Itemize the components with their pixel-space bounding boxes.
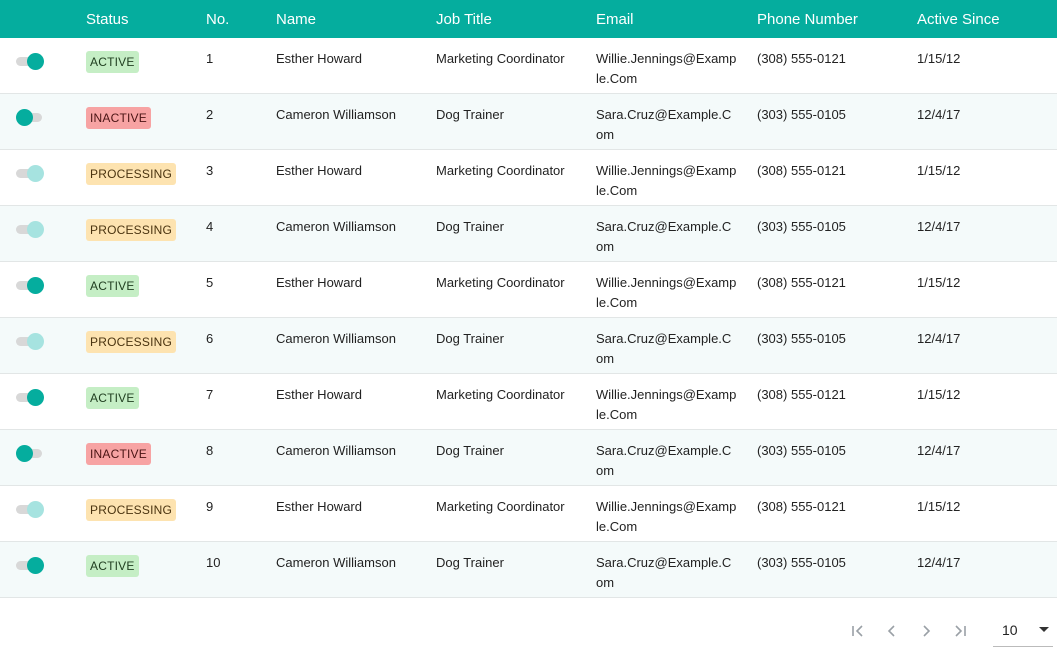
- status-badge: ACTIVE: [86, 555, 139, 577]
- row-name: Esther Howard: [276, 51, 362, 66]
- row-phone: (303) 555-0105: [757, 443, 846, 458]
- row-phone: (303) 555-0105: [757, 331, 846, 346]
- header-phone[interactable]: Phone Number: [757, 11, 858, 28]
- row-active-since: 1/15/12: [917, 499, 961, 514]
- row-phone: (308) 555-0121: [757, 387, 846, 402]
- row-name: Cameron Williamson: [276, 331, 396, 346]
- table-row[interactable]: [0, 374, 1057, 430]
- row-number: 6: [206, 331, 214, 346]
- row-email: Sara.Cruz@Example.Com: [596, 107, 732, 142]
- pagination: [0, 598, 1057, 650]
- row-name: Cameron Williamson: [276, 555, 396, 570]
- row-number: 1: [206, 51, 214, 66]
- table-row[interactable]: [0, 206, 1057, 262]
- toggle-knob: [27, 53, 44, 70]
- row-number: 4: [206, 219, 214, 234]
- row-name: Esther Howard: [276, 163, 362, 178]
- toggle-knob: [27, 277, 44, 294]
- row-phone: (308) 555-0121: [757, 51, 846, 66]
- table-row[interactable]: [0, 430, 1057, 486]
- row-number: 9: [206, 499, 214, 514]
- row-active-since: 1/15/12: [917, 163, 961, 178]
- status-badge: INACTIVE: [86, 443, 151, 465]
- row-email: Willie.Jennings@Example.Com: [596, 499, 737, 534]
- table-header: [0, 0, 1057, 38]
- row-email: Sara.Cruz@Example.Com: [596, 331, 732, 366]
- next-page-icon[interactable]: [915, 620, 937, 642]
- row-number: 7: [206, 387, 214, 402]
- status-toggle[interactable]: [16, 445, 44, 461]
- toggle-knob: [27, 557, 44, 574]
- row-name: Esther Howard: [276, 275, 362, 290]
- row-job-title: Marketing Coordinator: [436, 163, 565, 178]
- row-number: 3: [206, 163, 214, 178]
- row-job-title: Dog Trainer: [436, 443, 504, 458]
- row-active-since: 1/15/12: [917, 387, 961, 402]
- header-name[interactable]: Name: [276, 11, 317, 28]
- row-job-title: Dog Trainer: [436, 219, 504, 234]
- row-phone: (303) 555-0105: [757, 555, 846, 570]
- row-job-title: Marketing Coordinator: [436, 387, 565, 402]
- row-name: Esther Howard: [276, 387, 362, 402]
- row-job-title: Dog Trainer: [436, 107, 504, 122]
- status-toggle[interactable]: [16, 557, 44, 573]
- status-toggle[interactable]: [16, 165, 44, 181]
- chevron-down-icon[interactable]: [1039, 627, 1049, 632]
- page-size-underline: [993, 646, 1053, 647]
- row-active-since: 1/15/12: [917, 51, 961, 66]
- table-row[interactable]: [0, 38, 1057, 94]
- last-page-icon[interactable]: [949, 620, 971, 642]
- page-size-select[interactable]: 10: [1002, 622, 1018, 638]
- row-name: Cameron Williamson: [276, 219, 396, 234]
- status-toggle[interactable]: [16, 501, 44, 517]
- row-job-title: Marketing Coordinator: [436, 275, 565, 290]
- row-active-since: 1/15/12: [917, 275, 961, 290]
- header-email[interactable]: Email: [596, 11, 634, 28]
- row-number: 5: [206, 275, 214, 290]
- row-active-since: 12/4/17: [917, 107, 961, 122]
- table-row[interactable]: [0, 486, 1057, 542]
- status-badge: PROCESSING: [86, 331, 176, 353]
- row-job-title: Marketing Coordinator: [436, 499, 565, 514]
- row-active-since: 12/4/17: [917, 443, 961, 458]
- status-badge: PROCESSING: [86, 163, 176, 185]
- row-active-since: 12/4/17: [917, 219, 961, 234]
- table-body: [0, 38, 1057, 598]
- status-badge: INACTIVE: [86, 107, 151, 129]
- row-phone: (308) 555-0121: [757, 163, 846, 178]
- row-email: Sara.Cruz@Example.Com: [596, 443, 732, 478]
- status-badge: ACTIVE: [86, 275, 139, 297]
- status-badge: ACTIVE: [86, 387, 139, 409]
- header-job-title[interactable]: Job Title: [436, 11, 492, 28]
- table-row[interactable]: [0, 542, 1057, 598]
- row-email: Sara.Cruz@Example.Com: [596, 555, 732, 590]
- status-badge: PROCESSING: [86, 219, 176, 241]
- status-toggle[interactable]: [16, 53, 44, 69]
- row-job-title: Dog Trainer: [436, 555, 504, 570]
- row-email: Willie.Jennings@Example.Com: [596, 51, 737, 86]
- status-toggle[interactable]: [16, 389, 44, 405]
- toggle-knob: [27, 165, 44, 182]
- table-row[interactable]: [0, 94, 1057, 150]
- status-badge: ACTIVE: [86, 51, 139, 73]
- toggle-knob: [27, 333, 44, 350]
- row-phone: (303) 555-0105: [757, 219, 846, 234]
- row-active-since: 12/4/17: [917, 555, 961, 570]
- row-number: 2: [206, 107, 214, 122]
- toggle-knob: [27, 501, 44, 518]
- header-status[interactable]: Status: [86, 11, 129, 28]
- toggle-knob: [16, 445, 33, 462]
- row-name: Cameron Williamson: [276, 443, 396, 458]
- table-row[interactable]: [0, 318, 1057, 374]
- table-row[interactable]: [0, 150, 1057, 206]
- prev-page-icon[interactable]: [881, 620, 903, 642]
- row-number: 10: [206, 555, 221, 570]
- status-badge: PROCESSING: [86, 499, 176, 521]
- header-no[interactable]: No.: [206, 11, 230, 28]
- row-active-since: 12/4/17: [917, 331, 961, 346]
- status-toggle[interactable]: [16, 109, 44, 125]
- toggle-knob: [27, 389, 44, 406]
- row-number: 8: [206, 443, 214, 458]
- status-toggle[interactable]: [16, 277, 44, 293]
- toggle-knob: [16, 109, 33, 126]
- toggle-knob: [27, 221, 44, 238]
- row-phone: (308) 555-0121: [757, 499, 846, 514]
- table-row[interactable]: [0, 262, 1057, 318]
- status-toggle[interactable]: [16, 333, 44, 349]
- row-name: Cameron Williamson: [276, 107, 396, 122]
- header-active-since[interactable]: Active Since: [917, 11, 1000, 28]
- status-toggle[interactable]: [16, 221, 44, 237]
- row-name: Esther Howard: [276, 499, 362, 514]
- row-email: Willie.Jennings@Example.Com: [596, 163, 737, 198]
- first-page-icon[interactable]: [847, 620, 869, 642]
- row-job-title: Marketing Coordinator: [436, 51, 565, 66]
- row-phone: (308) 555-0121: [757, 275, 846, 290]
- row-email: Willie.Jennings@Example.Com: [596, 275, 737, 310]
- row-job-title: Dog Trainer: [436, 331, 504, 346]
- row-phone: (303) 555-0105: [757, 107, 846, 122]
- row-email: Sara.Cruz@Example.Com: [596, 219, 732, 254]
- row-email: Willie.Jennings@Example.Com: [596, 387, 737, 422]
